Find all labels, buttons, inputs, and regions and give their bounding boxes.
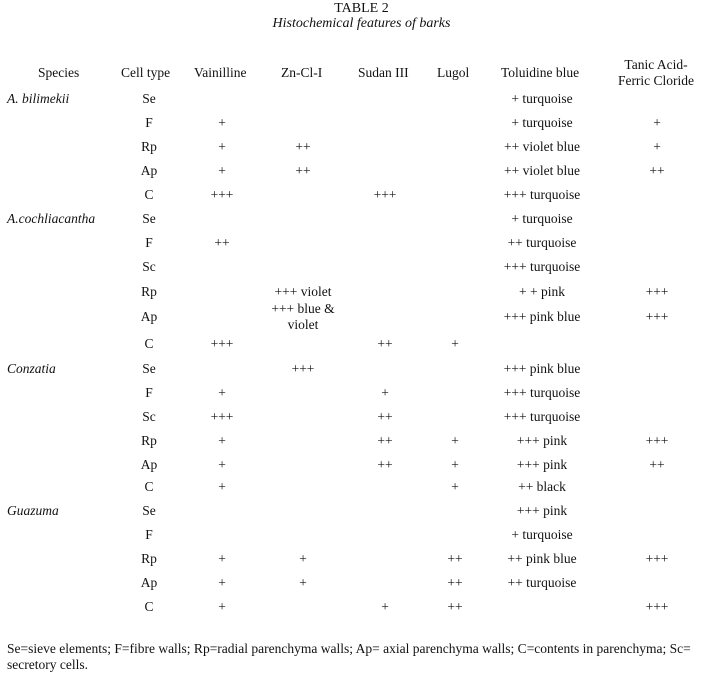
header-vainilline: Vainilline bbox=[194, 65, 247, 80]
zncli-cell: +++ blue & violet bbox=[271, 301, 335, 332]
footnote: Se=sieve elements; F=fibre walls; Rp=radial parenchyma walls; Ap= axial parenchyma walls; C=contents in parenchyma; Sc= secretory cells. bbox=[7, 641, 691, 672]
toluidine-cell: ++ black bbox=[518, 479, 566, 494]
cell-type-cell: F bbox=[145, 527, 153, 542]
cell-type-cell: C bbox=[144, 187, 154, 202]
sudan-cell: ++ bbox=[377, 409, 393, 424]
zncli-cell: +++ violet bbox=[274, 284, 332, 299]
sudan-cell: ++ bbox=[377, 433, 393, 448]
zncli-cell: + bbox=[299, 575, 307, 590]
header-lugol: Lugol bbox=[437, 65, 470, 80]
zncli-cell: + bbox=[299, 551, 307, 566]
tanic-cell: +++ bbox=[645, 309, 669, 324]
lugol-cell: ++ bbox=[447, 551, 463, 566]
toluidine-cell: +++ pink bbox=[516, 433, 568, 448]
zncli-cell: ++ bbox=[295, 139, 311, 154]
sudan-cell: +++ bbox=[373, 187, 397, 202]
cell-type-cell: F bbox=[145, 235, 153, 250]
toluidine-cell: +++ pink bbox=[516, 457, 568, 472]
cell-type-cell: Ap bbox=[140, 309, 158, 324]
toluidine-cell: + + pink bbox=[519, 284, 565, 299]
cell-type-cell: Se bbox=[142, 211, 156, 226]
tanic-cell: ++ bbox=[649, 457, 665, 472]
lugol-cell: + bbox=[451, 479, 459, 494]
toluidine-cell: + turquoise bbox=[511, 527, 573, 542]
toluidine-cell: + turquoise bbox=[511, 91, 573, 106]
tanic-cell: +++ bbox=[645, 284, 669, 299]
cell-type-cell: C bbox=[144, 479, 154, 494]
species-cell: A. bilimekii bbox=[7, 91, 70, 106]
cell-type-cell: C bbox=[144, 599, 154, 614]
toluidine-cell: +++ turquoise bbox=[503, 187, 581, 202]
toluidine-cell: ++ turquoise bbox=[507, 575, 577, 590]
lugol-cell: + bbox=[451, 433, 459, 448]
cell-type-cell: Ap bbox=[140, 457, 158, 472]
tanic-cell: +++ bbox=[645, 433, 669, 448]
cell-type-cell: Rp bbox=[141, 139, 157, 154]
zncli-cell: ++ bbox=[295, 163, 311, 178]
toluidine-cell: ++ pink blue bbox=[507, 551, 577, 566]
vainilline-cell: + bbox=[218, 433, 226, 448]
sudan-cell: ++ bbox=[377, 336, 393, 351]
species-cell: A.cochliacantha bbox=[7, 211, 96, 226]
toluidine-cell: +++ pink blue bbox=[503, 309, 581, 324]
toluidine-cell: ++ violet blue bbox=[504, 163, 580, 178]
vainilline-cell: +++ bbox=[210, 187, 234, 202]
tanic-cell: +++ bbox=[645, 599, 669, 614]
sudan-cell: ++ bbox=[377, 457, 393, 472]
cell-type-cell: F bbox=[145, 385, 153, 400]
toluidine-cell: ++ violet blue bbox=[504, 139, 580, 154]
header-sudan: Sudan III bbox=[358, 65, 409, 80]
cell-type-cell: Se bbox=[142, 503, 156, 518]
table-caption: Histochemical features of barks bbox=[272, 16, 451, 31]
toluidine-cell: + turquoise bbox=[511, 115, 573, 130]
cell-type-cell: Rp bbox=[141, 284, 157, 299]
toluidine-cell: ++ turquoise bbox=[507, 235, 577, 250]
cell-type-cell: Ap bbox=[140, 575, 158, 590]
vainilline-cell: +++ bbox=[210, 409, 234, 424]
vainilline-cell: + bbox=[218, 139, 226, 154]
vainilline-cell: + bbox=[218, 479, 226, 494]
cell-type-cell: Ap bbox=[140, 163, 158, 178]
vainilline-cell: + bbox=[218, 599, 226, 614]
cell-type-cell: Sc bbox=[142, 259, 156, 274]
tanic-cell: + bbox=[653, 115, 661, 130]
header-zncli: Zn-Cl-I bbox=[281, 65, 323, 80]
table-label: TABLE 2 bbox=[334, 1, 389, 16]
toluidine-cell: +++ pink bbox=[516, 503, 568, 518]
header-species: Species bbox=[38, 65, 80, 80]
zncli-cell: +++ bbox=[291, 361, 315, 376]
vainilline-cell: + bbox=[218, 163, 226, 178]
cell-type-cell: Sc bbox=[142, 409, 156, 424]
header-tanic: Tanic Acid-Ferric Cloride bbox=[617, 57, 695, 88]
vainilline-cell: + bbox=[218, 457, 226, 472]
cell-type-cell: Se bbox=[142, 361, 156, 376]
sudan-cell: + bbox=[381, 599, 389, 614]
lugol-cell: + bbox=[451, 336, 459, 351]
cell-type-cell: C bbox=[144, 336, 154, 351]
vainilline-cell: ++ bbox=[214, 235, 230, 250]
header-toluidine: Toluidine blue bbox=[501, 65, 580, 80]
header-cell-type: Cell type bbox=[121, 65, 171, 80]
vainilline-cell: +++ bbox=[210, 336, 234, 351]
vainilline-cell: + bbox=[218, 551, 226, 566]
species-cell: Guazuma bbox=[7, 503, 59, 518]
cell-type-cell: Se bbox=[142, 91, 156, 106]
cell-type-cell: Rp bbox=[141, 433, 157, 448]
sudan-cell: + bbox=[381, 385, 389, 400]
vainilline-cell: + bbox=[218, 115, 226, 130]
cell-type-cell: Rp bbox=[141, 551, 157, 566]
species-cell: Conzatia bbox=[7, 361, 56, 376]
tanic-cell: ++ bbox=[649, 163, 665, 178]
toluidine-cell: +++ turquoise bbox=[503, 385, 581, 400]
lugol-cell: + bbox=[451, 457, 459, 472]
tanic-cell: +++ bbox=[645, 551, 669, 566]
toluidine-cell: +++ pink blue bbox=[503, 361, 581, 376]
tanic-cell: + bbox=[653, 139, 661, 154]
toluidine-cell: +++ turquoise bbox=[503, 259, 581, 274]
toluidine-cell: + turquoise bbox=[511, 211, 573, 226]
lugol-cell: ++ bbox=[447, 599, 463, 614]
vainilline-cell: + bbox=[218, 385, 226, 400]
toluidine-cell: +++ turquoise bbox=[503, 409, 581, 424]
lugol-cell: ++ bbox=[447, 575, 463, 590]
vainilline-cell: + bbox=[218, 575, 226, 590]
cell-type-cell: F bbox=[145, 115, 153, 130]
